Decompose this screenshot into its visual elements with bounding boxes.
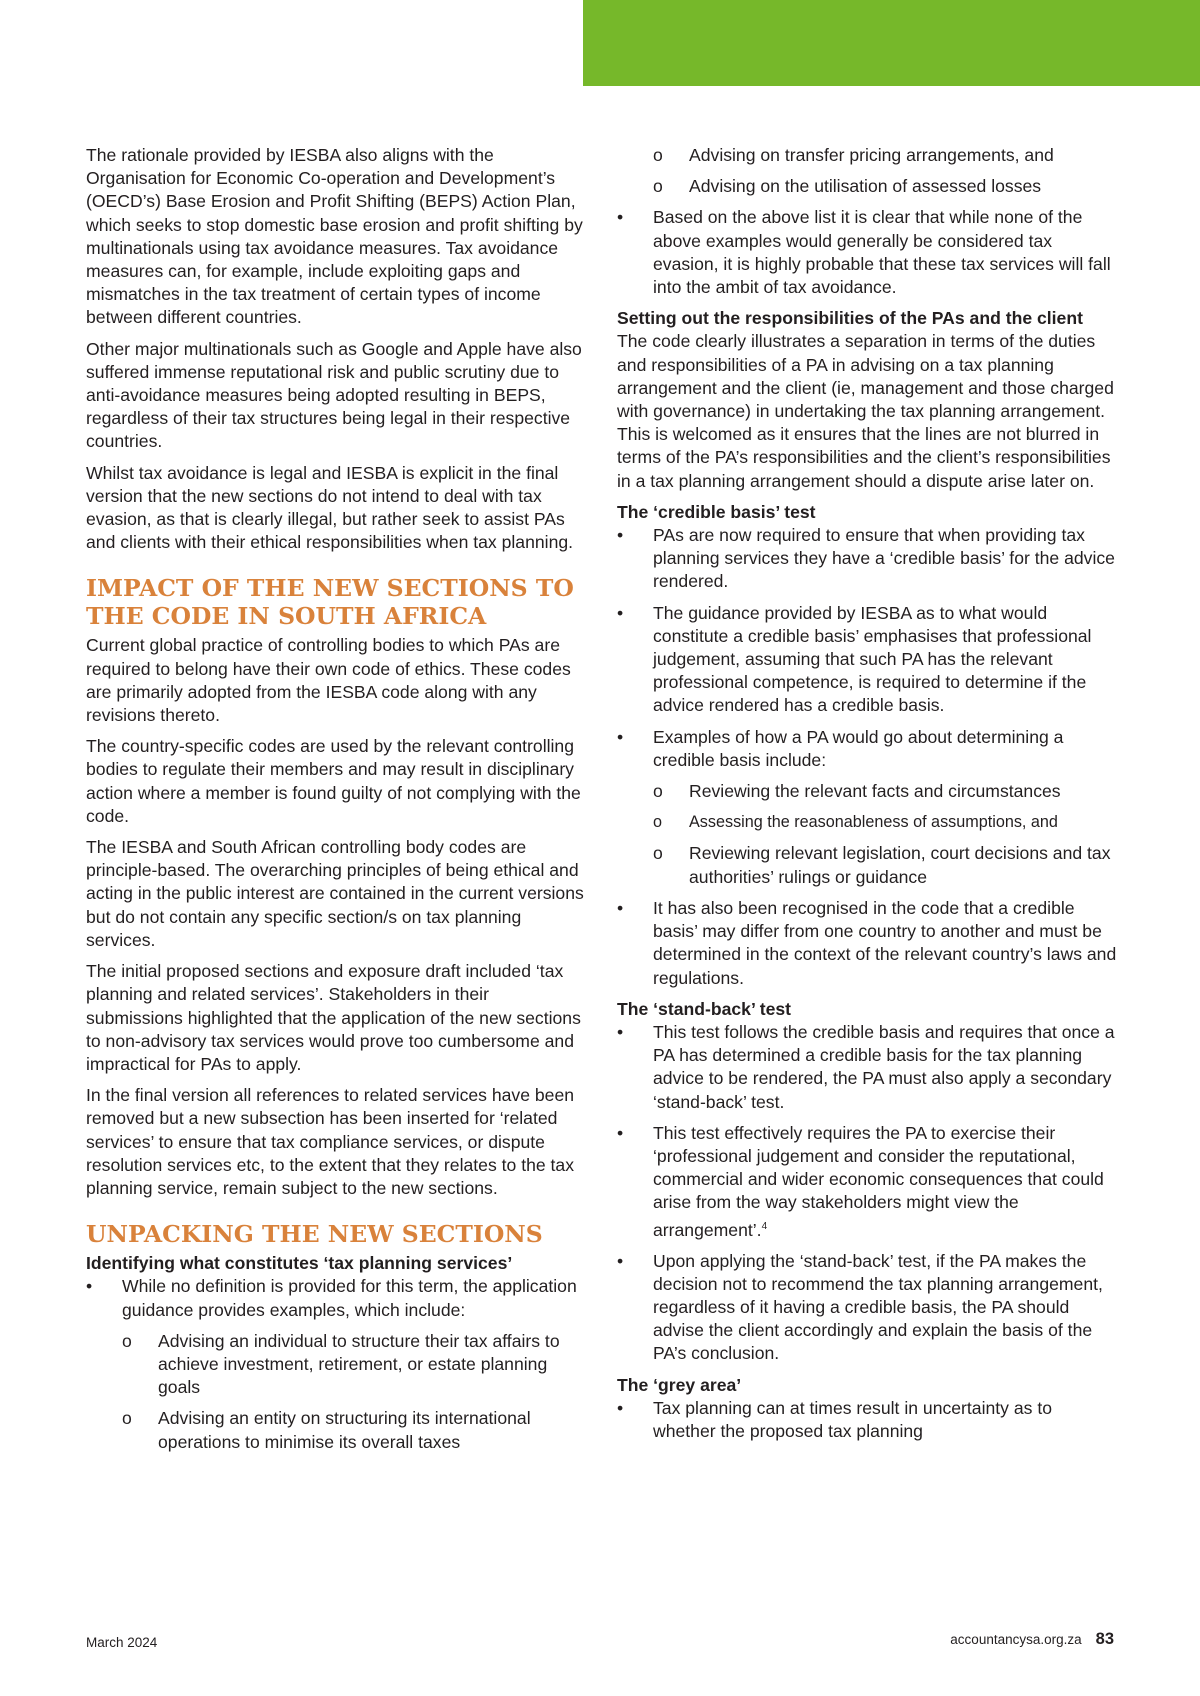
subheading-credible-basis: The ‘credible basis’ test	[617, 501, 816, 522]
paragraph: The initial proposed sections and exposure draft included ‘tax planning and related services’. Stakeholders in their submissions highlighted that the application of the new sections to non-advisory tax services would prove too cumbersome and impractical for PAs to apply.	[86, 961, 581, 1074]
sub-bullet-item: o Reviewing the relevant facts and circumstances	[617, 780, 1117, 803]
bullet-item: • The guidance provided by IESBA as to what would constitute a credible basis’ emphasises that professional judgement, assuming that such PA has the relevant professional competence, is required to determine if the advice rendered has a credible basis.	[617, 602, 1117, 718]
bullet-list	[617, 524, 1117, 990]
footnote-ref: 4	[761, 1220, 768, 1232]
sub-bullet-item: o Advising an entity on structuring its international operations to minimise its overall taxes	[86, 1407, 586, 1453]
footer-date: March 2024	[86, 1635, 158, 1650]
subheading-grey-area: The ‘grey area’	[617, 1374, 742, 1395]
bullet-item: • Tax planning can at times result in uncertainty as to whether the proposed tax planning	[617, 1397, 1117, 1443]
subheading-responsibilities: Setting out the responsibilities of the PAs and the client	[617, 308, 1083, 329]
paragraph: The rationale provided by IESBA also aligns with the Organisation for Economic Co-operation and Development’s (OECD’s) Base Erosion and Profit Shifting (BEPS) Action Plan, which seeks to stop domestic base erosion and profit shifting by multinationals using tax avoidance measures. Tax avoidance measures can, for example, include exploiting gaps and mismatches in the tax treatment of certain types of income between different countries.	[86, 145, 583, 328]
section-heading-impact: IMPACT OF THE NEW SECTIONS TO THE CODE IN SOUTH AFRICA	[86, 574, 574, 631]
paragraph: Other major multinationals such as Google and Apple have also suffered immense reputational risk and public scrutiny due to anti-avoidance measures being adopted resulting in BEPS, regardless of their tax structures being legal in their respective countries.	[86, 338, 582, 452]
bullet-text: This test effectively requires the PA to exercise their ‘professional judgement and consider the reputational, commercial and wider economic consequences that could arise from the way stakeholders might view the arrangement’.	[653, 1122, 1104, 1240]
bullet-item: • This test follows the credible basis and requires that once a PA has determined a credible basis for the tax planning advice to be rendered, the PA must also apply a secondary ‘stand-back’ test.	[617, 1021, 1117, 1114]
bullet-item: • PAs are now required to ensure that when providing tax planning services they have a ‘credible basis’ for the advice rendered.	[617, 524, 1117, 594]
bullet-item	[617, 1122, 1117, 1242]
sub-bullet-item: o Advising on the utilisation of assessed losses	[617, 175, 1117, 198]
header-accent-bar	[583, 0, 1200, 86]
bullet-list	[617, 144, 1117, 299]
paragraph: In the final version all references to related services have been removed but a new subsection has been inserted for ‘related services’ to ensure that tax compliance services, or dispute resolution services etc, to the extent that they relates to the tax planning service, remain subject to the new sections.	[86, 1085, 575, 1198]
bullet-list	[617, 1397, 1117, 1443]
subheading-stand-back: The ‘stand-back’ test	[617, 998, 792, 1019]
right-column	[617, 144, 1117, 1451]
bullet-item: • Based on the above list it is clear that while none of the above examples would generally be considered tax evasion, it is highly probable that these tax services will fall into the ambit of tax avoidance.	[617, 206, 1117, 299]
section-heading-unpacking: UNPACKING THE NEW SECTIONS	[86, 1220, 543, 1249]
bullet-item: • Upon applying the ‘stand-back’ test, if the PA makes the decision not to recommend the tax planning arrangement, regardless of it having a credible basis, the PA should advise the client accordingly and explain the basis of the PA’s conclusion.	[617, 1250, 1117, 1366]
footer-right	[950, 1630, 1114, 1649]
left-column	[86, 144, 586, 1462]
paragraph: The IESBA and South African controlling body codes are principle-based. The overarching principles of being ethical and acting in the public interest are contained in the current versions but do not contain any specific section/s on tax planning services.	[86, 837, 584, 950]
sub-bullet-item: o Assessing the reasonableness of assumptions, and	[617, 811, 1117, 834]
paragraph: The code clearly illustrates a separation in terms of the duties and responsibilities of a PA in advising on a tax planning arrangement and the client (ie, management and those charged with governance) in undertaking the tax planning arrangement. This is welcomed as it ensures that the lines are not blurred in terms of the PA’s responsibilities and the client’s responsibilities in a tax planning arrangement should a dispute arise later on.	[617, 331, 1114, 491]
paragraph: The country-specific codes are used by the relevant controlling bodies to regulate their members and may result in disciplinary action where a member is found guilty of not complying with the code.	[86, 736, 581, 826]
bullet-list	[86, 1275, 586, 1453]
bullet-item: • While no definition is provided for this term, the application guidance provides examples, which include:	[86, 1275, 586, 1321]
page-number: 83	[1095, 1630, 1114, 1648]
footer-site: accountancysa.org.za	[950, 1632, 1082, 1647]
sub-bullet-item: o Advising an individual to structure their tax affairs to achieve investment, retirement, or estate planning goals	[86, 1330, 586, 1400]
paragraph: Whilst tax avoidance is legal and IESBA is explicit in the final version that the new sections do not intend to deal with tax evasion, as that is clearly illegal, but rather seek to assist PAs and clients with their ethical responsibilities when tax planning.	[86, 462, 574, 553]
bullet-list	[617, 1021, 1117, 1366]
bullet-item: • Examples of how a PA would go about determining a credible basis include:	[617, 726, 1117, 772]
sub-bullet-item: o Reviewing relevant legislation, court decisions and tax authorities’ rulings or guidance	[617, 842, 1117, 888]
sub-bullet-item: o Advising on transfer pricing arrangements, and	[617, 144, 1117, 167]
paragraph: Current global practice of controlling bodies to which PAs are required to belong have their own code of ethics. These codes are primarily adopted from the IESBA code along with any revisions thereto.	[86, 635, 571, 726]
bullet-item: • It has also been recognised in the code that a credible basis’ may differ from one country to another and must be determined in the context of the relevant country’s laws and regulations.	[617, 897, 1117, 990]
subheading-tax-planning-services: Identifying what constitutes ‘tax planning services’	[86, 1253, 513, 1274]
